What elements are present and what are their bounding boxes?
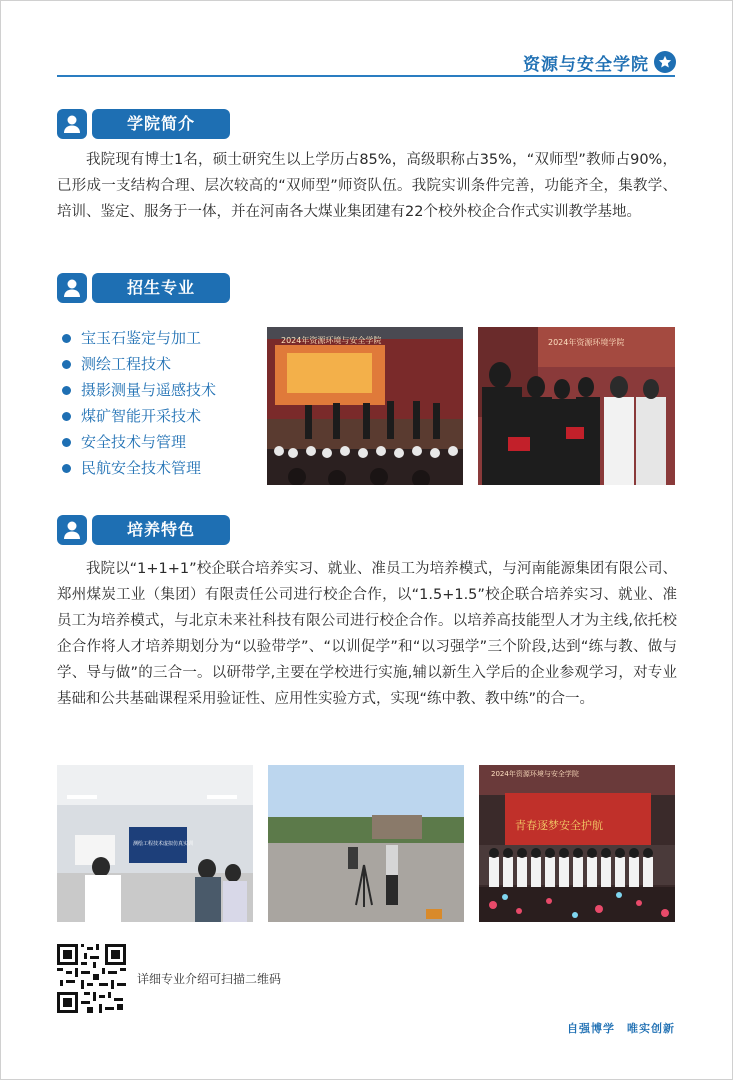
group-banner-text-2: 青春逐梦安全护航 — [515, 819, 603, 832]
list-item — [62, 403, 216, 429]
lab-screen-text: 测绘工程技术虚拟仿真实训 — [133, 841, 194, 847]
footer-slogan: 自强博学 唯实创新 — [567, 1022, 675, 1035]
bullet-dot-icon — [62, 360, 71, 369]
bullet-dot-icon — [62, 386, 71, 395]
major-label: 煤矿智能开采技术 — [81, 407, 202, 425]
training-paragraph: 我院以“1+1+1”校企联合培养实习、就业、准员工为培养模式，与河南能源集团有限公司、郑州煤炭工业（集团）有限责任公司进行校企合作，以“1.5+1.5”校企联合培养实习、就业、准员工为培养模式，与北京未来社科技有限公司进行校企合作。以培养高技能型人才为主线,依托校企合作将人才培养期划分为“以验带学”、“以训促学”和“以习强学”三个阶段,达到“练与教、做与学、导与做”的三合一。以研带学,主要在学校进行实施,辅以新生入学后的企业参观学习，对专业基础和公共基础课程采用验证性、应用性实验方式，实现“练中教、教中练”的合一。 — [57, 561, 677, 707]
section-title-training: 培养特色 — [92, 515, 230, 545]
list-item — [62, 351, 216, 377]
page-header-title: 资源与安全学院 — [523, 55, 649, 75]
intro-paragraph: 我院现有博士1名，硕士研究生以上学历占85%，高级职称占35%，“双师型”教师占90%，已形成一支结构合理、层次较高的“双师型”师资队伍。我院实训条件完善，功能齐全，集教学、培训、鉴定、服务于一体，并在河南各大煤业集团建有22个校外校企合作式实训教学基地。 — [57, 152, 677, 220]
major-label: 摄影测量与遥感技术 — [81, 381, 217, 399]
list-item — [62, 377, 216, 403]
award-banner-text: 2024年资源环境学院 — [548, 338, 625, 347]
photo-award-ceremony — [478, 327, 675, 485]
bullet-dot-icon — [62, 412, 71, 421]
major-label: 宝玉石鉴定与加工 — [81, 329, 202, 347]
majors-list — [62, 325, 216, 481]
header-divider — [57, 75, 675, 77]
section-title-majors: 招生专业 — [92, 273, 230, 303]
photo-field-survey — [268, 765, 464, 922]
user-icon — [57, 273, 87, 303]
major-label: 安全技术与管理 — [81, 433, 187, 451]
bullet-dot-icon — [62, 334, 71, 343]
list-item — [62, 455, 216, 481]
photo-group-event — [479, 765, 675, 922]
section-title-intro: 学院简介 — [92, 109, 230, 139]
photo-stage-performance — [267, 327, 463, 485]
star-icon — [654, 51, 676, 73]
bullet-dot-icon — [62, 438, 71, 447]
photo-lab-class — [57, 765, 253, 922]
bullet-dot-icon — [62, 464, 71, 473]
user-icon — [57, 109, 87, 139]
list-item — [62, 325, 216, 351]
qr-caption: 详细专业介绍可扫描二维码 — [137, 972, 282, 986]
qr-code[interactable] — [57, 944, 126, 1013]
group-banner-text-1: 2024年资源环境与安全学院 — [491, 770, 579, 778]
stage-banner-text: 2024年资源环境与安全学院 — [281, 336, 382, 345]
major-label: 民航安全技术管理 — [81, 459, 202, 477]
user-icon — [57, 515, 87, 545]
major-label: 测绘工程技术 — [81, 355, 172, 373]
list-item — [62, 429, 216, 455]
